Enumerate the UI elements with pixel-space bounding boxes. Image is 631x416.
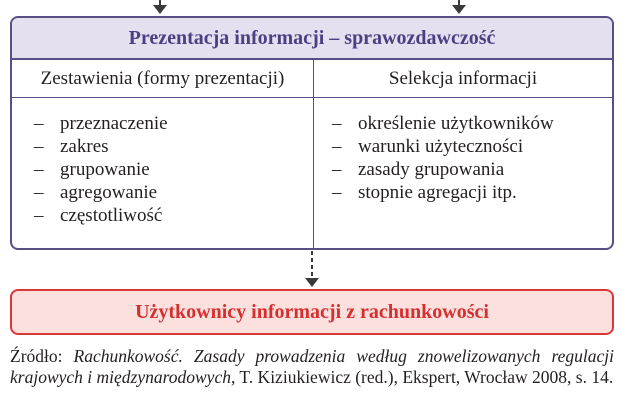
left-column-item <box>34 135 313 158</box>
source-title: Rachunkowość. Zasady prowadzenia według znowelizowanych regulacji krajowych i międzynarodowych <box>10 346 614 387</box>
source-citation <box>10 346 614 388</box>
bullet-dash: – <box>34 136 44 157</box>
right-column-item-label: zasady grupowania <box>358 159 505 180</box>
column-bodies <box>12 98 612 248</box>
left-column-item-label: częstotliwość <box>60 205 163 226</box>
incoming-arrow-left <box>153 0 167 14</box>
bullet-dash: – <box>332 159 342 180</box>
right-column-item-label: stopnie agregacji itp. <box>358 182 517 203</box>
presentation-box <box>10 16 614 250</box>
right-column-list <box>314 98 612 248</box>
incoming-arrow-right <box>452 0 466 14</box>
source-prefix: Źródło: <box>10 346 74 366</box>
right-column-item-label: warunki użyteczności <box>358 136 524 157</box>
right-column-item <box>332 181 612 204</box>
left-column-item-label: przeznaczenie <box>60 113 168 134</box>
left-column-item <box>34 181 313 204</box>
bullet-dash: – <box>34 205 44 226</box>
left-column-item <box>34 112 313 135</box>
dashed-arrow-down <box>305 251 319 287</box>
bullet-dash: – <box>34 182 44 203</box>
left-column-header: Zestawienia (formy prezentacji) <box>12 60 314 97</box>
right-column-item <box>332 112 612 135</box>
right-column-item <box>332 135 612 158</box>
right-column-header: Selekcja informacji <box>388 67 538 89</box>
left-column-item <box>34 204 313 227</box>
left-column-item-label: grupowanie <box>60 159 150 180</box>
bullet-dash: – <box>332 182 342 203</box>
presentation-title: Prezentacja informacji – sprawozdawczość <box>12 18 612 60</box>
users-box: Użytkownicy informacji z rachunkowości <box>10 289 614 335</box>
bullet-dash: – <box>34 113 44 134</box>
left-column-item-label: zakres <box>60 136 109 157</box>
bullet-dash: – <box>34 159 44 180</box>
left-column-list <box>12 98 314 248</box>
bullet-dash: – <box>332 113 342 134</box>
right-column-item-label: określenie użytkowników <box>358 113 554 134</box>
column-headers <box>12 60 612 98</box>
right-column-item <box>332 158 612 181</box>
left-column-item-label: agregowanie <box>60 182 158 203</box>
bullet-dash: – <box>332 136 342 157</box>
source-rest: , T. Kiziukiewicz (red.), Ekspert, Wrocław 2008, s. 14. <box>230 367 614 387</box>
left-column-item <box>34 158 313 181</box>
